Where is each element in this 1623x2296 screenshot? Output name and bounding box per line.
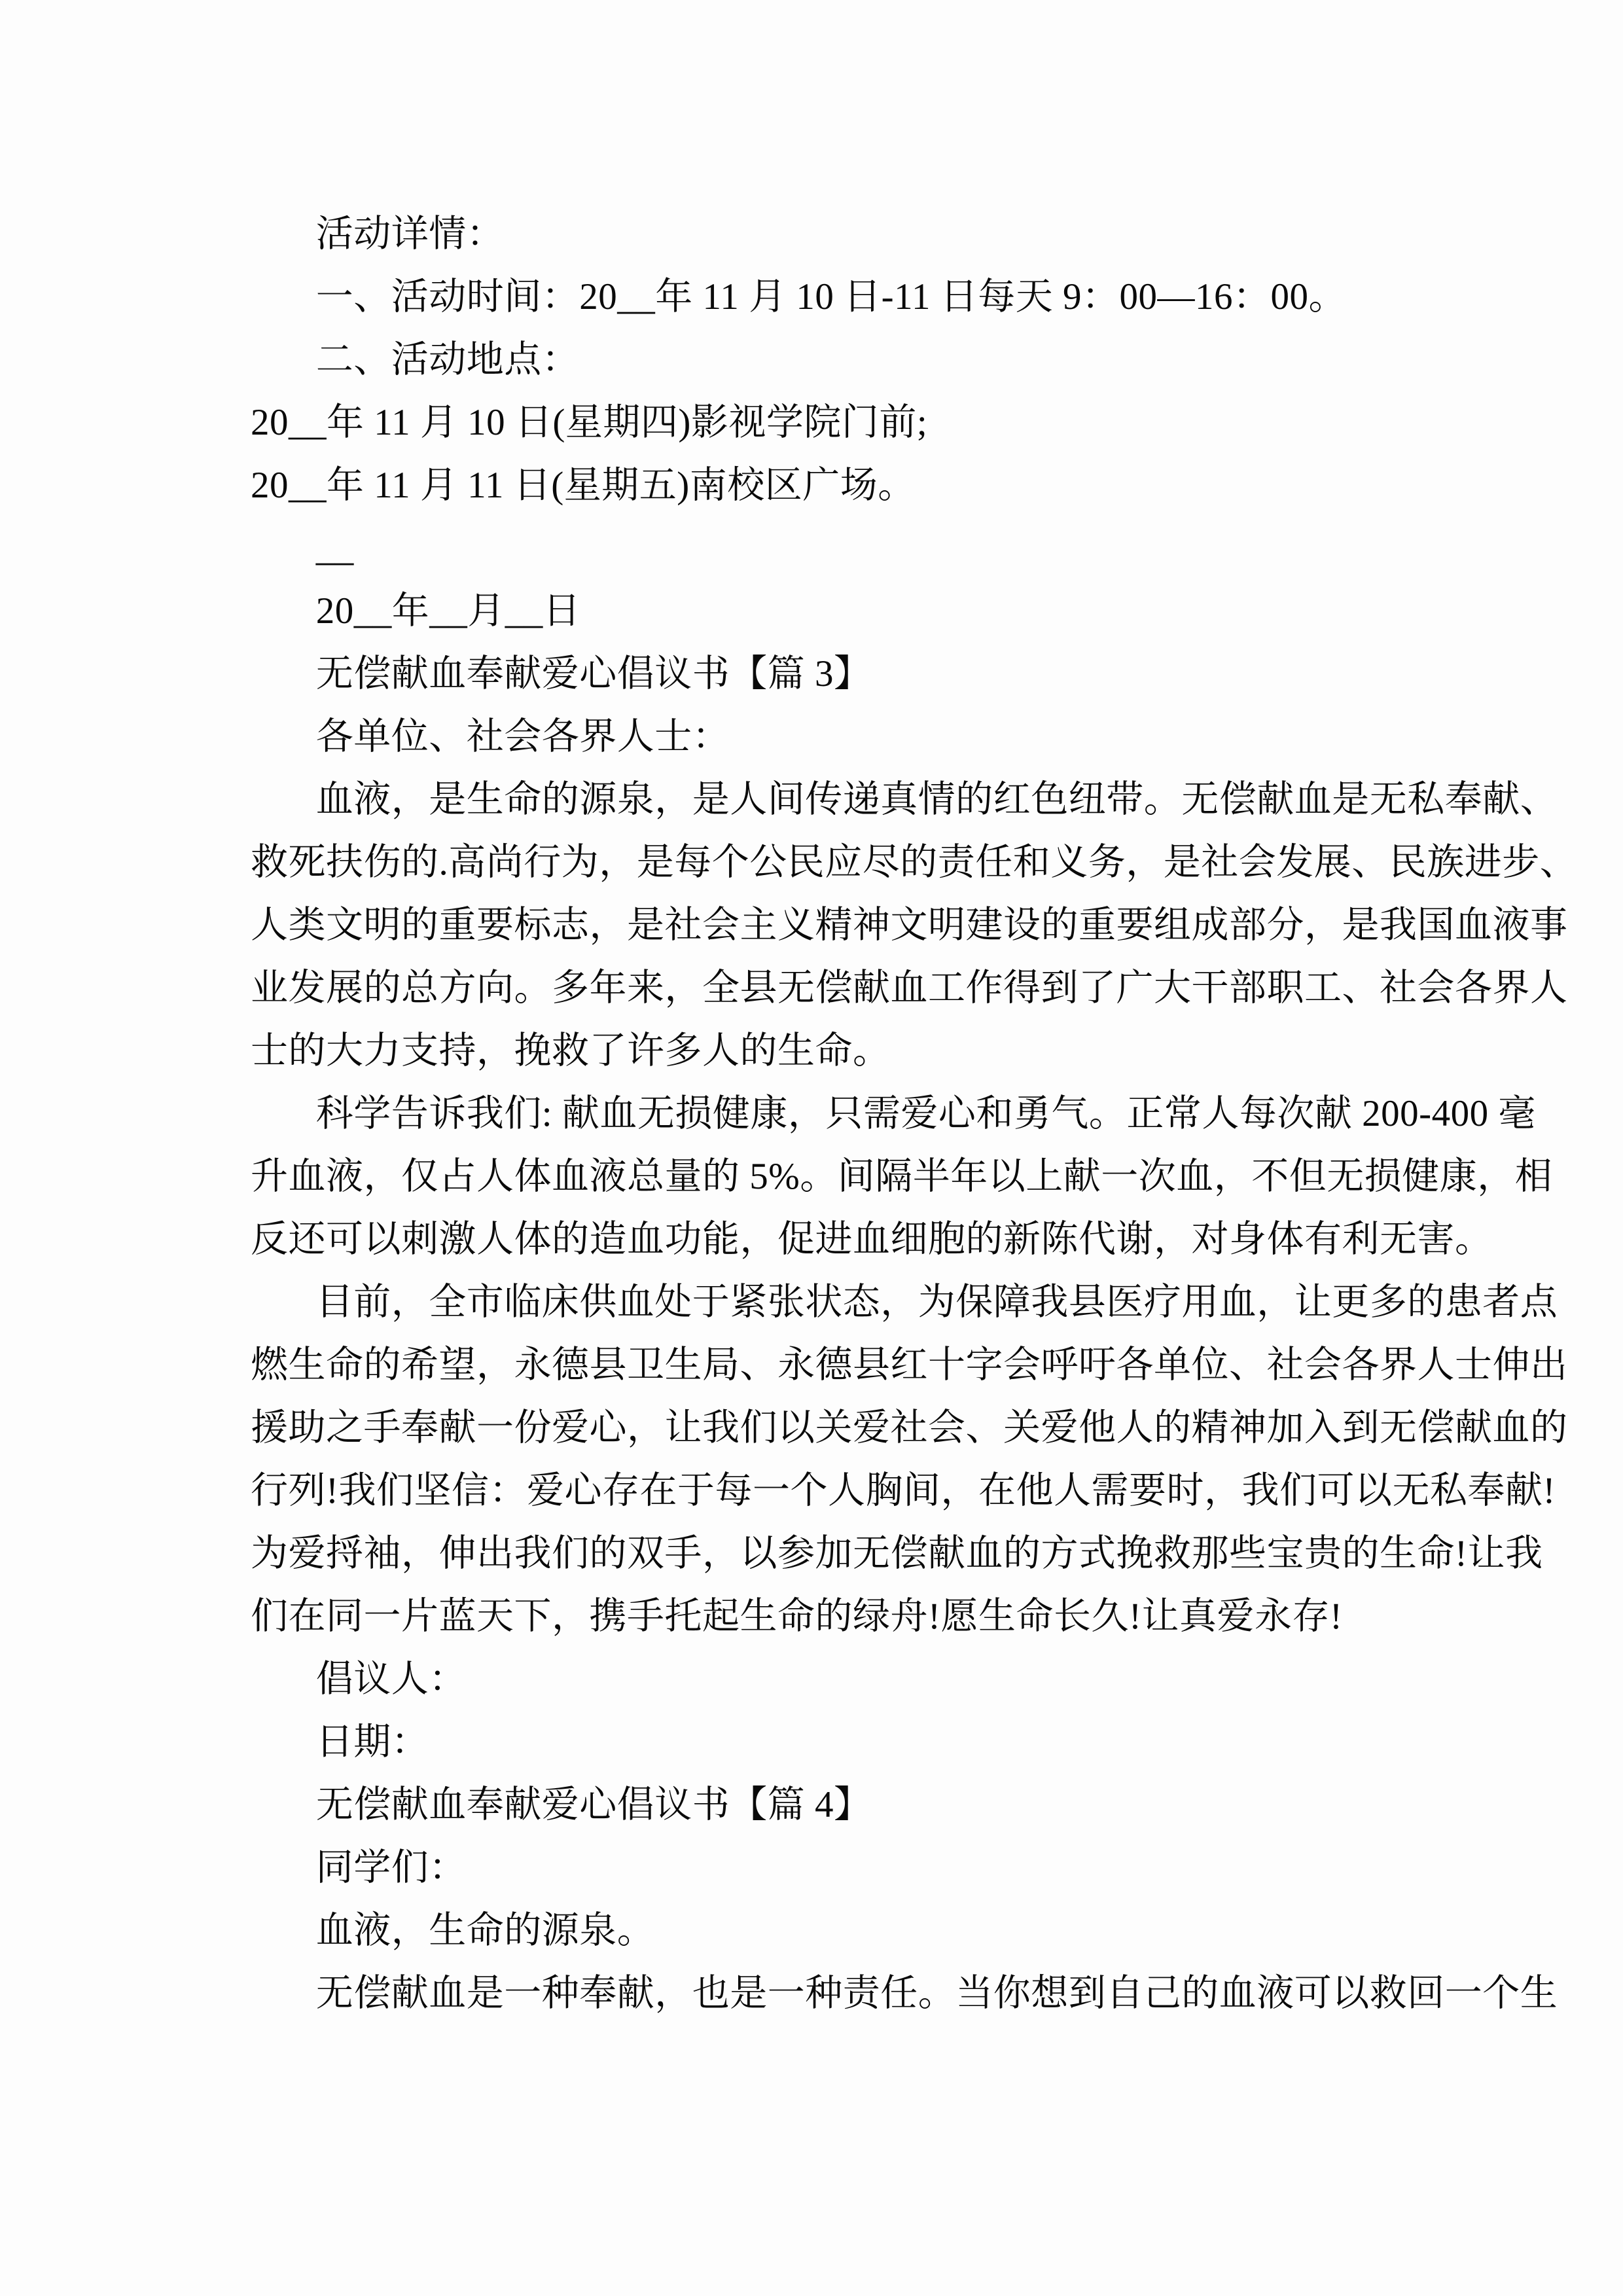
- text-line-16: 升血液，仅占人体血液总量的 5%。间隔半年以上献一次血，不但无损健康，相: [251, 1156, 1553, 1197]
- text-line-28: 血液，生命的源泉。: [315, 1910, 655, 1951]
- text-line-23: 们在同一片蓝天下，携手托起生命的绿舟!愿生命长久!让真爱永存!: [251, 1596, 1343, 1637]
- text-line-15: 科学告诉我们: 献血无损健康，只需爱心和勇气。正常人每次献 200-400 毫: [315, 1093, 1536, 1134]
- text-line-18: 目前，全市临床供血处于紧张状态，为保障我县医疗用血，让更多的患者点: [315, 1282, 1558, 1323]
- text-line-25: 日期：: [315, 1721, 429, 1763]
- text-line-7: 20__年__月__日: [315, 590, 581, 632]
- text-line-14: 士的大力支持，挽救了许多人的生命。: [251, 1030, 891, 1071]
- text-line-5: 20__年 11 月 11 日(星期五)南校区广场。: [251, 465, 916, 506]
- text-line-6: __: [315, 528, 354, 569]
- text-line-1: 活动详情：: [315, 213, 505, 255]
- text-line-22: 为爱捋袖，伸出我们的双手，以参加无偿献血的方式挽救那些宝贵的生命!让我: [251, 1533, 1543, 1574]
- text-line-29: 无偿献血是一种奉献，也是一种责任。当你想到自己的血液可以救回一个生: [315, 1973, 1558, 2014]
- text-line-26: 无偿献血奉献爱心倡议书【篇 4】: [315, 1784, 872, 1825]
- text-line-17: 反还可以刺激人体的造血功能，促进血细胞的新陈代谢，对身体有利无害。: [251, 1219, 1493, 1260]
- text-line-13: 业发展的总方向。多年来，全县无偿献血工作得到了广大干部职工、社会各界人: [251, 967, 1568, 1009]
- text-line-19: 燃生命的希望，永德县卫生局、永德县红十字会呼吁各单位、社会各界人士伸出: [251, 1344, 1568, 1386]
- text-line-11: 救死扶伤的.高尚行为，是每个公民应尽的责任和义务，是社会发展、民族进步、: [251, 842, 1578, 883]
- text-line-20: 援助之手奉献一份爱心，让我们以关爱社会、关爱他人的精神加入到无偿献血的: [251, 1407, 1568, 1448]
- text-line-27: 同学们：: [315, 1847, 467, 1888]
- text-line-2: 一、活动时间：20__年 11 月 10 日-11 日每天 9：00—16：00。: [315, 276, 1346, 317]
- text-line-10: 血液，是生命的源泉，是人间传递真情的红色纽带。无偿献血是无私奉献、: [315, 779, 1558, 820]
- text-line-21: 行列!我们坚信：爱心存在于每一个人胸间，在他人需要时，我们可以无私奉献!: [251, 1470, 1556, 1511]
- text-line-9: 各单位、社会各界人士：: [315, 716, 730, 757]
- text-line-3: 二、活动地点：: [315, 339, 580, 380]
- text-line-12: 人类文明的重要标志，是社会主义精神文明建设的重要组成部分，是我国血液事: [251, 905, 1568, 946]
- text-line-24: 倡议人：: [315, 1659, 467, 1700]
- text-line-8: 无偿献血奉献爱心倡议书【篇 3】: [315, 653, 872, 694]
- text-line-4: 20__年 11 月 10 日(星期四)影视学院门前;: [251, 402, 928, 443]
- document-body: [251, 203, 1578, 2025]
